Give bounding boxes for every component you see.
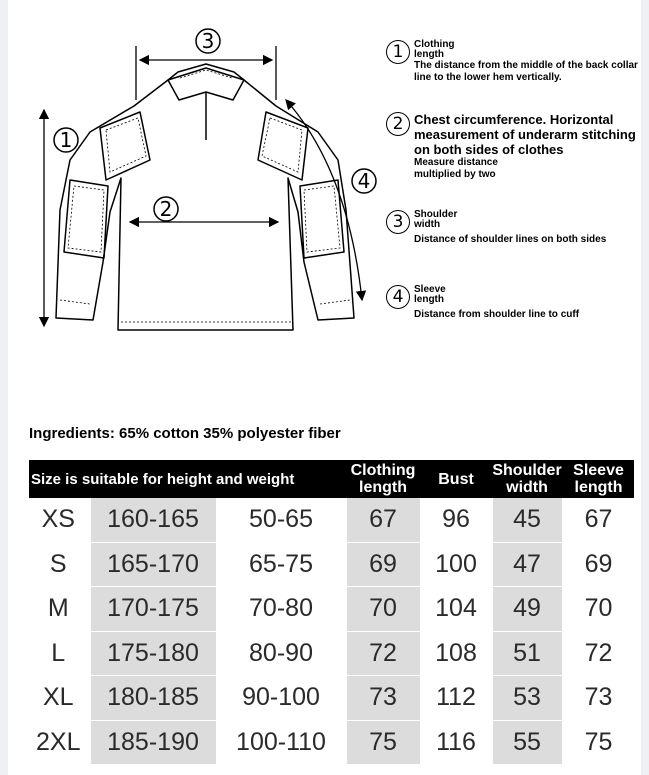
weight-cell: 80-90 bbox=[217, 631, 345, 676]
shoulder-cell: 45 bbox=[491, 498, 563, 542]
annotation-description: Distance of shoulder lines on both sides bbox=[414, 234, 607, 245]
length-cell: 73 bbox=[345, 676, 421, 721]
height-cell: 165-170 bbox=[89, 542, 217, 587]
ingredients-text: Ingredients: 65% cotton 35% polyester fiber bbox=[29, 425, 341, 442]
weight-cell: 70-80 bbox=[217, 587, 345, 632]
annotation-shoulder-width bbox=[386, 210, 641, 246]
size-table bbox=[29, 460, 636, 765]
bust-cell: 108 bbox=[421, 631, 491, 676]
table-row bbox=[29, 542, 634, 587]
annotation-heading: Chest circumference. Horizontal measurement of underarm stitching on both sides of clothes bbox=[414, 112, 636, 157]
marker-1: 1 bbox=[59, 128, 73, 152]
weight-cell: 90-100 bbox=[217, 676, 345, 721]
marker-3: 3 bbox=[201, 29, 215, 53]
annotation-heading: Sleeve length bbox=[414, 284, 446, 305]
sleeve-cell: 72 bbox=[563, 631, 634, 676]
length-cell: 67 bbox=[345, 498, 421, 542]
shirt-measurement-diagram bbox=[8, 0, 388, 370]
annotation-chest bbox=[386, 112, 641, 181]
annotation-clothing-length bbox=[386, 40, 641, 84]
right-elbow-pad bbox=[300, 180, 344, 258]
marker-2: 2 bbox=[159, 197, 173, 221]
table-row bbox=[29, 631, 634, 676]
header-shoulder-width: Shoulder width bbox=[492, 462, 562, 496]
shoulder-cell: 55 bbox=[491, 720, 563, 765]
table-row bbox=[29, 676, 634, 721]
annotation-description: Distance from shoulder line to cuff bbox=[414, 309, 580, 320]
annotation-heading: Clothing length bbox=[414, 39, 455, 60]
bust-cell: 116 bbox=[421, 720, 491, 765]
length-cell: 75 bbox=[345, 720, 421, 765]
size-cell: M bbox=[29, 587, 89, 632]
annotation-number: 3 bbox=[386, 210, 410, 234]
sleeve-cell: 69 bbox=[563, 542, 634, 587]
sleeve-cell: 67 bbox=[563, 498, 634, 542]
sleeve-cell: 70 bbox=[563, 587, 634, 632]
weight-cell: 50-65 bbox=[217, 498, 345, 542]
size-chart-page bbox=[8, 0, 641, 775]
header-bust: Bust bbox=[421, 460, 491, 498]
size-cell: XS bbox=[29, 498, 89, 542]
annotation-sleeve-length bbox=[386, 285, 641, 321]
table-row bbox=[29, 587, 634, 632]
sleeve-cell: 75 bbox=[563, 720, 634, 765]
marker-4: 4 bbox=[357, 169, 371, 193]
shirt-outline bbox=[56, 68, 354, 330]
sleeve-cell: 73 bbox=[563, 676, 634, 721]
shoulder-cell: 49 bbox=[491, 587, 563, 632]
shoulder-cell: 47 bbox=[491, 542, 563, 587]
right-shoulder-pocket bbox=[258, 112, 308, 180]
size-table-header bbox=[29, 460, 634, 498]
height-cell: 170-175 bbox=[89, 587, 217, 632]
weight-cell: 100-110 bbox=[217, 720, 345, 765]
height-cell: 160-165 bbox=[89, 498, 217, 542]
height-cell: 180-185 bbox=[89, 676, 217, 721]
size-cell: L bbox=[29, 631, 89, 676]
annotation-heading: Shoulder width bbox=[414, 209, 458, 230]
length-cell: 69 bbox=[345, 542, 421, 587]
header-size-height-weight: Size is suitable for height and weight bbox=[29, 460, 345, 498]
size-cell: 2XL bbox=[29, 720, 89, 765]
size-cell: XL bbox=[29, 676, 89, 721]
header-clothing-length: Clothing length bbox=[345, 460, 421, 498]
annotation-description: Measure distance multiplied by two bbox=[414, 157, 498, 180]
height-cell: 185-190 bbox=[89, 720, 217, 765]
size-cell: S bbox=[29, 542, 89, 587]
height-cell: 175-180 bbox=[89, 631, 217, 676]
bust-cell: 100 bbox=[421, 542, 491, 587]
bust-cell: 104 bbox=[421, 587, 491, 632]
annotation-number: 2 bbox=[386, 112, 410, 136]
weight-cell: 65-75 bbox=[217, 542, 345, 587]
left-elbow-pad bbox=[64, 180, 108, 258]
annotation-number: 4 bbox=[386, 285, 410, 309]
length-cell: 70 bbox=[345, 587, 421, 632]
shoulder-cell: 53 bbox=[491, 676, 563, 721]
header-sleeve-length: Sleeve length bbox=[563, 460, 634, 498]
length-cell: 72 bbox=[345, 631, 421, 676]
table-row bbox=[29, 498, 634, 542]
annotation-number: 1 bbox=[386, 40, 410, 64]
bust-cell: 112 bbox=[421, 676, 491, 721]
table-row bbox=[29, 720, 634, 765]
shoulder-cell: 51 bbox=[491, 631, 563, 676]
bust-cell: 96 bbox=[421, 498, 491, 542]
annotation-description: The distance from the middle of the back collar line to the lower hem vertically. bbox=[414, 60, 638, 83]
